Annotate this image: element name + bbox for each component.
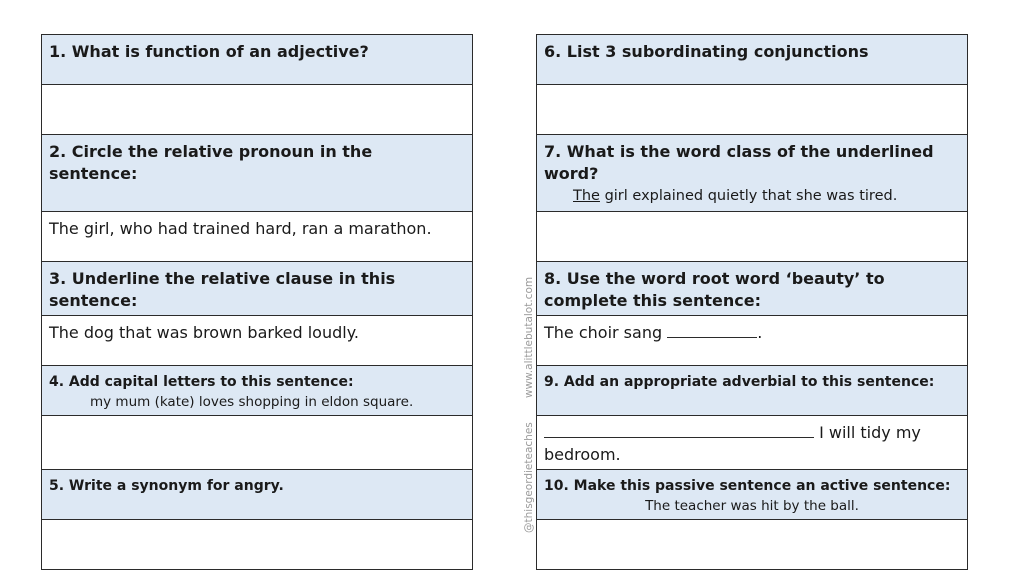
sentence-8 (544, 322, 960, 344)
answer-box-7[interactable] (537, 212, 967, 262)
question-9-text: 9. Add an appropriate adverbial to this sentence: (544, 374, 935, 390)
question-4-sentence: my mum (kate) loves shopping in eldon square. (90, 394, 414, 410)
sentence-8-start: The choir sang (544, 323, 663, 342)
question-6 (537, 35, 967, 85)
question-5 (42, 470, 472, 520)
website-watermark: www.alittlebutalot.com (523, 276, 535, 398)
question-8 (537, 262, 967, 316)
question-6-text: 6. List 3 subordinating conjunctions (544, 42, 869, 61)
answer-box-9[interactable] (537, 416, 967, 470)
right-question-table (536, 34, 968, 570)
answer-box-3[interactable] (42, 316, 472, 366)
question-1 (42, 35, 472, 85)
sentence-8-end: . (757, 323, 763, 342)
answer-box-5[interactable] (42, 520, 472, 570)
question-3-text: 3. Underline the relative clause in this sentence: (49, 269, 396, 310)
question-5-text: 5. Write a synonym for angry. (49, 478, 284, 494)
answer-box-4[interactable] (42, 416, 472, 470)
underlined-word: The (573, 188, 600, 204)
answer-box-1[interactable] (42, 85, 472, 135)
sentence-9-rest: I will tidy my bedroom. (544, 423, 921, 464)
question-10-text: 10. Make this passive sentence an active sentence: (544, 478, 951, 494)
left-question-table (41, 34, 473, 570)
answer-box-2[interactable] (42, 212, 472, 262)
question-7 (537, 135, 967, 212)
question-4-text: 4. Add capital letters to this sentence: (49, 374, 354, 390)
question-1-text: 1. What is function of an adjective? (49, 42, 369, 61)
question-2-text: 2. Circle the relative pronoun in the sentence: (49, 142, 373, 183)
answer-box-10[interactable] (537, 520, 967, 570)
question-2 (42, 135, 472, 212)
fill-blank-9[interactable] (544, 422, 814, 438)
answer-box-6[interactable] (537, 85, 967, 135)
handle-watermark: @thisgeordieteaches (523, 422, 535, 533)
question-10-sentence: The teacher was hit by the ball. (645, 498, 859, 514)
question-7-sentence (544, 185, 960, 207)
question-9 (537, 366, 967, 416)
question-10 (537, 470, 967, 520)
question-8-text: 8. Use the word root word ‘beauty’ to complete this sentence: (544, 269, 885, 310)
question-4 (42, 366, 472, 416)
fill-blank-8[interactable] (667, 322, 757, 338)
question-7-text: 7. What is the word class of the underlined word? (544, 142, 934, 183)
sentence-9 (544, 422, 960, 466)
answer-box-8[interactable] (537, 316, 967, 366)
question-7-sentence-rest: girl explained quietly that she was tired. (599, 188, 898, 204)
sentence-3: The dog that was brown barked loudly. (49, 323, 359, 342)
question-3 (42, 262, 472, 316)
sentence-2: The girl, who had trained hard, ran a marathon. (49, 219, 432, 238)
